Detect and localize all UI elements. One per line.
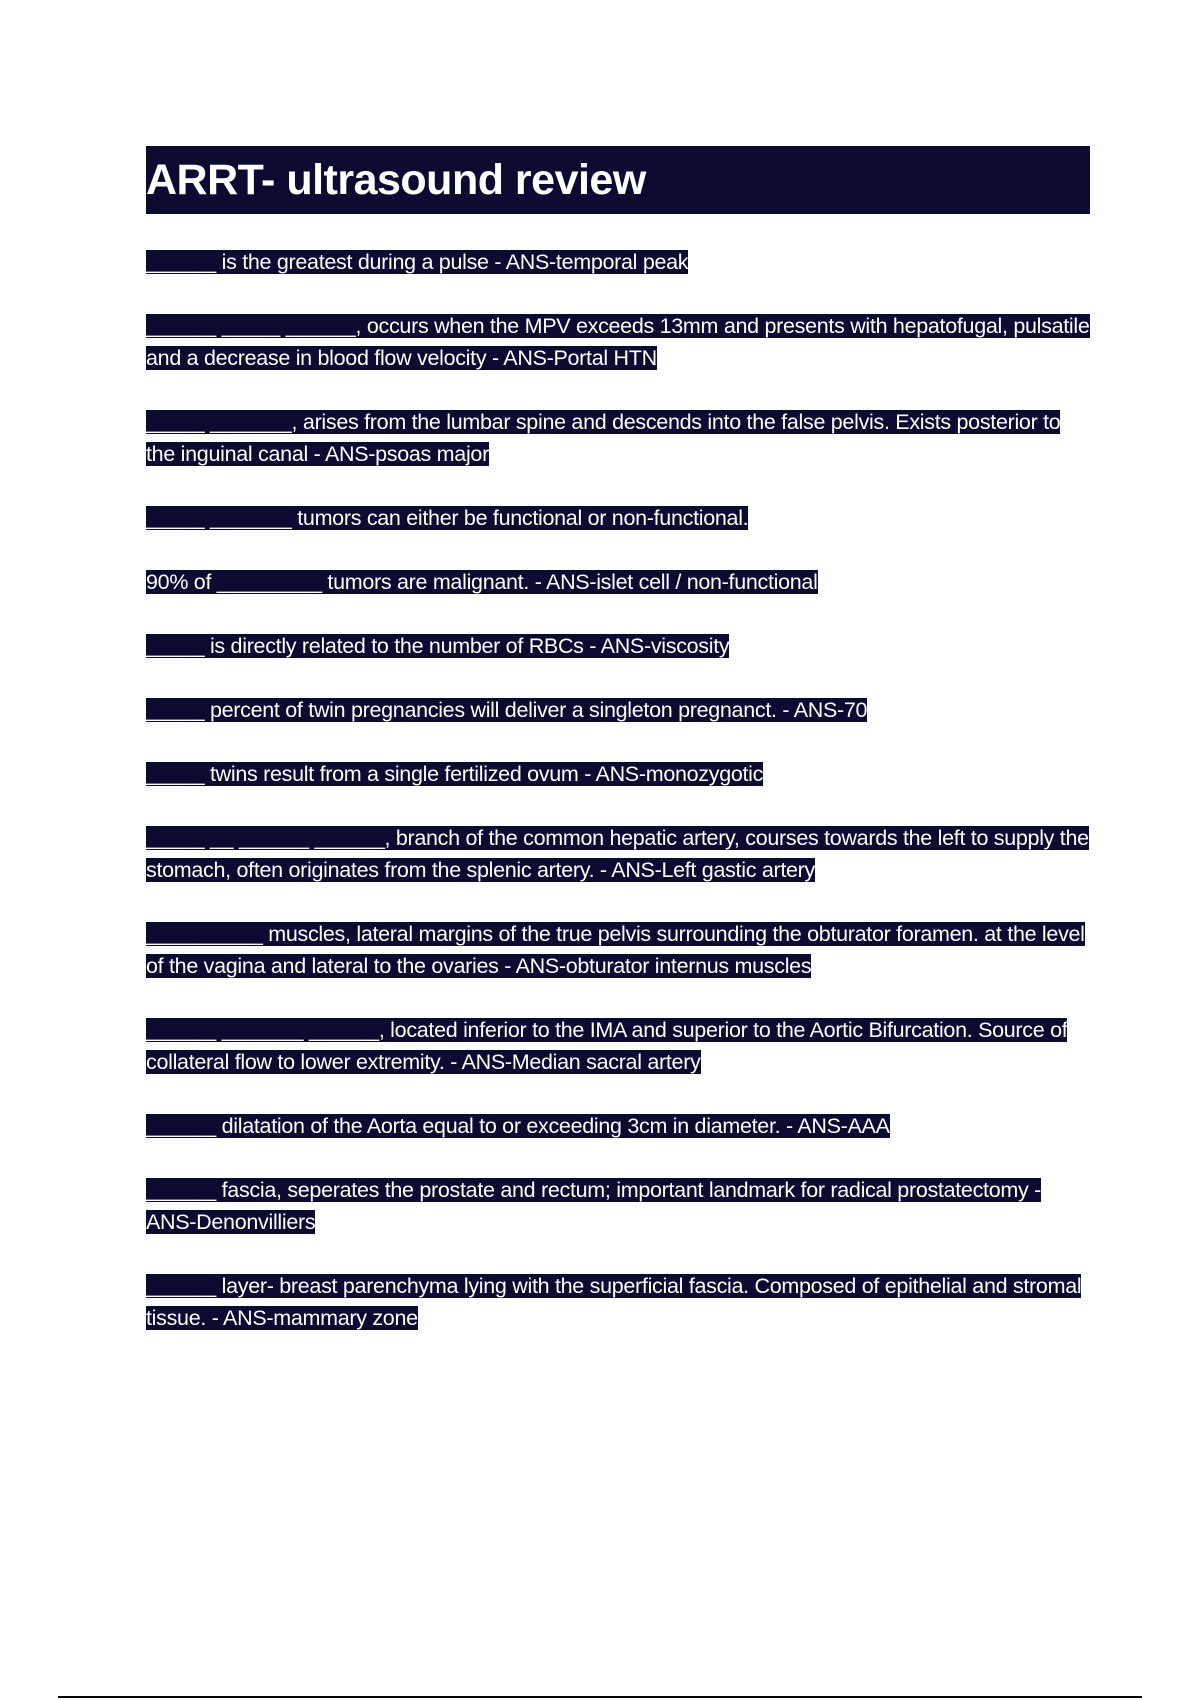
- flashcard-list: [146, 246, 1090, 1334]
- flashcard-text: ______ layer- breast parenchyma lying with the superficial fascia. Composed of epithelial and stromal tissue. - ANS-mammary zone: [146, 1274, 1082, 1330]
- flashcard-entry: [146, 1270, 1090, 1334]
- footer-rule: [58, 1696, 1142, 1698]
- flashcard-entry: [146, 406, 1090, 470]
- flashcard-entry: [146, 918, 1090, 982]
- flashcard-entry: [146, 822, 1090, 886]
- flashcard-text: ______ _______ ______, located inferior to the IMA and superior to the Aortic Bifurcation. Source of collateral flow to lower extremity. - ANS-Median sacral artery: [146, 1018, 1068, 1074]
- flashcard-text: ______ _____ ______, occurs when the MPV exceeds 13mm and presents with hepatofugal, pulsatile and a decrease in blood flow velocity - ANS-Portal HTN: [146, 314, 1090, 370]
- flashcard-entry: [146, 758, 1090, 790]
- flashcard-text: _____ percent of twin pregnancies will deliver a singleton pregnanct. - ANS-70: [146, 698, 868, 722]
- document-title: ARRT- ultrasound review: [146, 155, 646, 204]
- title-bar: [146, 146, 1090, 214]
- flashcard-entry: [146, 630, 1090, 662]
- flashcard-entry: [146, 694, 1090, 726]
- flashcard-text: __________ muscles, lateral margins of the true pelvis surrounding the obturator foramen. at the level of the vagina and lateral to the ovaries - ANS-obturator internus muscles: [146, 922, 1085, 978]
- flashcard-entry: [146, 1110, 1090, 1142]
- flashcard-text: _____ __ ______ ______, branch of the common hepatic artery, courses towards the left to supply the stomach, often originates from the splenic artery. - ANS-Left gastic artery: [146, 826, 1089, 882]
- flashcard-entry: [146, 310, 1090, 374]
- flashcard-entry: [146, 1014, 1090, 1078]
- flashcard-text: _____ is directly related to the number of RBCs - ANS-viscosity: [146, 634, 730, 658]
- flashcard-entry: [146, 566, 1090, 598]
- flashcard-text: _____ twins result from a single fertilized ovum - ANS-monozygotic: [146, 762, 764, 786]
- document-page: [146, 146, 1090, 1366]
- flashcard-text: ______ dilatation of the Aorta equal to or exceeding 3cm in diameter. - ANS-AAA: [146, 1114, 890, 1138]
- flashcard-entry: [146, 502, 1090, 534]
- flashcard-entry: [146, 1174, 1090, 1238]
- flashcard-text: 90% of _________ tumors are malignant. - ANS-islet cell / non-functional: [146, 570, 818, 594]
- flashcard-text: ______ is the greatest during a pulse - ANS-temporal peak: [146, 250, 689, 274]
- flashcard-text: _____ _______ tumors can either be functional or non-functional.: [146, 506, 749, 530]
- flashcard-entry: [146, 246, 1090, 278]
- flashcard-text: ______ fascia, seperates the prostate and rectum; important landmark for radical prostatectomy - ANS-Denonvilliers: [146, 1178, 1041, 1234]
- flashcard-text: _____ _______, arises from the lumbar spine and descends into the false pelvis. Exists posterior to the inguinal canal - ANS-psoas major: [146, 410, 1061, 466]
